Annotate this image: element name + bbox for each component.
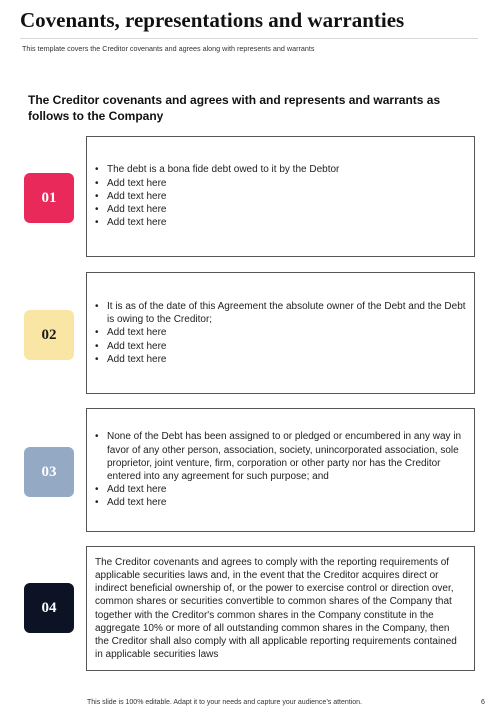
page-subtitle: This template covers the Creditor covenants and agrees along with represents and warrants bbox=[22, 44, 315, 53]
page-title: Covenants, representations and warranties bbox=[20, 8, 405, 32]
page-number: 6 bbox=[481, 699, 485, 706]
list-item: • Add text here bbox=[107, 340, 466, 353]
list-item: • Add text here bbox=[107, 353, 466, 366]
list-item: • The debt is a bona fide debt owed to it by the Debtor bbox=[107, 163, 339, 176]
list-item: • Add text here bbox=[107, 190, 339, 203]
list-item: • Add text here bbox=[107, 326, 466, 339]
section-heading: The Creditor covenants and agrees with and represents and warrants as follows to the Company bbox=[28, 93, 441, 123]
content-box-04 bbox=[86, 546, 475, 671]
content-box-03 bbox=[86, 408, 475, 532]
title-divider bbox=[20, 38, 478, 39]
list-item: • Add text here bbox=[107, 216, 339, 229]
bullet-list-02 bbox=[87, 300, 474, 366]
list-item: • Add text here bbox=[107, 177, 339, 190]
content-box-02 bbox=[86, 272, 475, 394]
number-badge-03: 03 bbox=[24, 447, 74, 497]
number-badge-02: 02 bbox=[24, 310, 74, 360]
bullet-list-01 bbox=[87, 163, 347, 229]
number-badge-01: 01 bbox=[24, 173, 74, 223]
footer-text: This slide is 100% editable. Adapt it to your needs and capture your audience’s attention. bbox=[87, 699, 362, 706]
list-item: • Add text here bbox=[107, 203, 339, 216]
number-badge-04: 04 bbox=[24, 583, 74, 633]
bullet-list-03 bbox=[87, 430, 474, 509]
list-item: • Add text here bbox=[107, 483, 466, 496]
list-item: • It is as of the date of this Agreement the absolute owner of the Debt and the Debt is owing to the Creditor; bbox=[107, 300, 466, 326]
content-box-01 bbox=[86, 136, 475, 257]
list-item: • Add text here bbox=[107, 496, 466, 509]
paragraph-04: The Creditor covenants and agrees to comply with the reporting requirements of applicable securities laws and, in the event that the Creditor acquires direct or indirect beneficial ownership of, or the power to exercise control or direction over, common shares or securities convertible to common shares of the Company that together with the Creditor's common shares in the Company constitute in the aggregate 10% or more of all outstanding common shares in the Company, then the Creditor shall also comply with all applicable reporting requirements contained in applicable securities laws bbox=[95, 556, 457, 661]
list-item: • None of the Debt has been assigned to or pledged or encumbered in any way in favor of any other person, association, society, unincorporated association, sole proprietor, joint venture, firm, corporation or other party nor has the Creditor entered into any agreement for such purpose; and bbox=[107, 430, 466, 483]
